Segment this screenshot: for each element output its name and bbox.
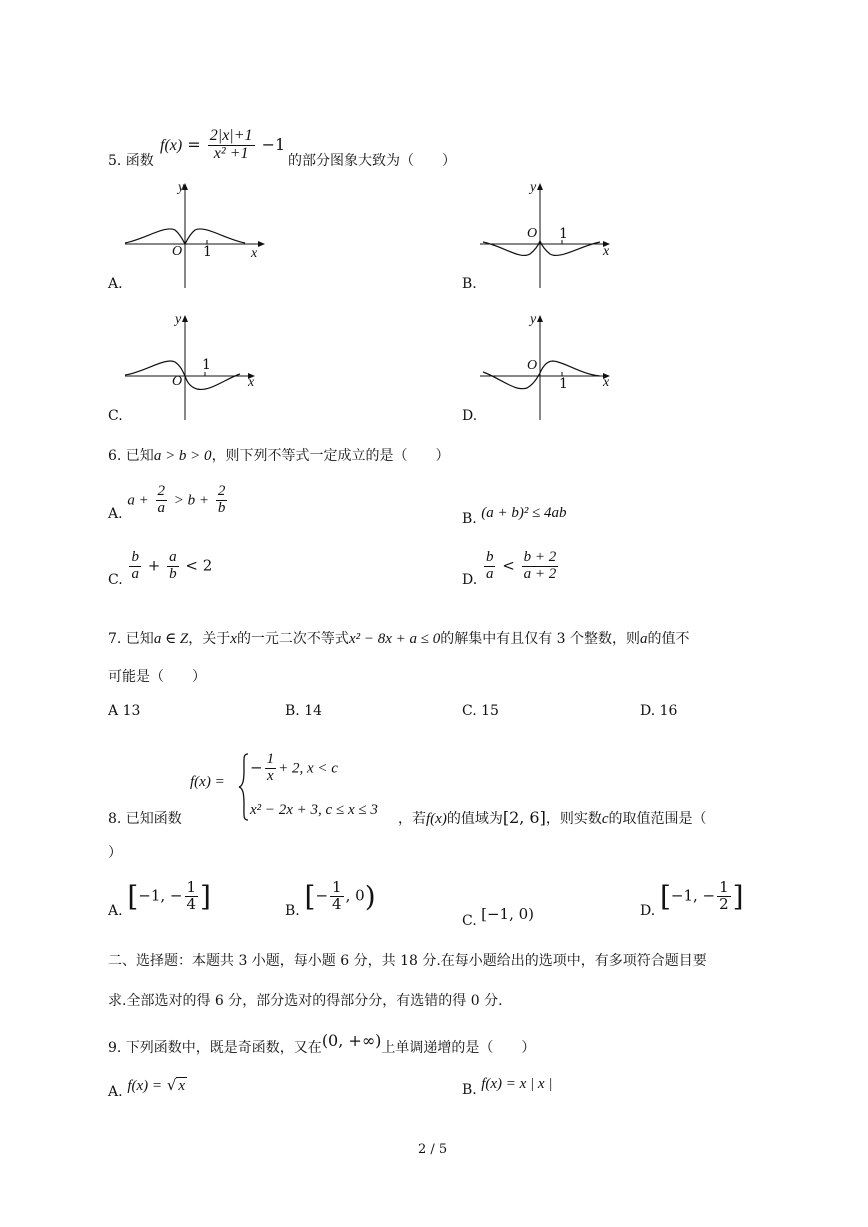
q7-option-b [285,703,322,719]
q8-lhs-text: f(x) = [190,774,225,790]
q8-case1-post: + 2, x < c [278,760,338,777]
graph-d-one: 1 [559,376,568,392]
q8-case1 [250,752,338,785]
q5-label: 5. 函数 [108,153,154,169]
q7-option-d [640,703,677,719]
q9-t1: 9. 下列函数中，既是奇函数，又在 [108,1040,322,1056]
q6-a-frac2 [216,484,228,517]
q8-option-c [462,905,535,929]
q9-t2: 上单调递增的是（ ） [381,1040,536,1056]
graph-a-svg [120,180,270,295]
q9-a-radicand: x [178,1078,186,1094]
q5-func-eq: = [187,134,201,154]
q9-a-lhs: f(x) = [127,1078,163,1094]
q6-a-mid: > b + [173,492,210,509]
option-c-letter: C. [108,408,123,424]
q6-option-b [462,505,567,527]
graph-c-y-label: y [175,312,182,327]
q8-d-rbracket: ] [732,880,744,913]
q7-t3: 的一元二次不等式 [236,631,349,647]
graph-d-y-label: y [530,312,537,327]
q6-option-c [108,549,213,589]
q8-case1-den: x [266,767,274,784]
q6-a-letter: A. [108,506,123,523]
q5-suffix: 的部分图象大致为（ ） [288,153,456,169]
q8-m1: f(x) [426,811,447,827]
graph-c-y-arrow [182,315,188,322]
q8-option-d [640,878,744,919]
graph-d-x-label: x [603,375,610,390]
q6-option-d [462,549,560,589]
q7-t4: 的解集中有且仅有 3 个整数，则 [440,631,641,647]
graph-c-curve [125,361,240,389]
graph-b-curve [483,241,600,255]
q6-c-f2d: b [169,565,177,582]
q8-t3: ，则实数 [545,811,602,827]
q6-stem [108,445,450,465]
q6-d-f1d: a [485,565,494,582]
graph-c-svg [120,312,270,427]
q8-t4: 的取值范围是（ [608,811,707,827]
q8-case2 [250,800,378,819]
q6-d-frac1 [484,550,496,583]
q6-c-f2n: a [169,549,177,565]
q8-d-lbracket: [ [659,880,671,913]
graph-c-origin: O [172,374,183,389]
q7-d-val: 16 [659,703,678,719]
q8-a-n: 1 [186,878,197,897]
option-a-letter: A. [108,276,123,292]
q6-d-f2n: b + 2 [523,549,557,565]
q7-m4: a [640,631,648,647]
q8-c-expr: [−1, 0) [481,905,535,923]
q8-d-frac [717,880,731,913]
q6-d-mid: < [502,556,515,575]
q8-b-lbracket: [ [304,880,316,913]
graph-d-y-arrow [537,315,543,322]
graph-c [120,312,270,427]
q8-a-pre: −1, − [138,886,183,905]
q8-b-rbracket: ) [364,880,376,913]
graph-c-one: 1 [202,357,211,373]
q6-a-f1n: 2 [157,483,165,499]
q8-stem-line2: ） [108,845,122,861]
q5-func-num: 2|x|+1 [209,127,253,144]
q8-case1-num: 1 [266,751,275,767]
q6-a-p1: a + [127,492,149,509]
q8-case2-text: x² − 2x + 3, c ≤ x ≤ 3 [250,802,378,818]
q8-d-letter: D. [640,902,656,919]
q8-b-pre: − [315,886,329,905]
q7-b-letter: B. [285,703,300,719]
q8-a-rbracket: ] [200,880,211,913]
q9-m1: (0, +∞) [321,1031,382,1050]
q8-case1-pre: − [250,758,263,777]
graph-b-svg [475,180,625,295]
q6-stem-post: ，则下列不等式一定成立的是（ ） [211,448,450,464]
q8-b-frac [330,880,344,913]
q6-d-f1n: b [485,549,494,565]
q7-d-letter: D. [640,703,656,719]
graph-c-x-label: x [248,375,255,390]
graph-b-y-label: y [530,180,537,195]
option-b-letter: B. [462,276,477,292]
graph-a-y-label: y [178,180,185,195]
q8-label: 8. 已知函数 [108,811,182,827]
q7-c-val: 15 [481,703,499,719]
q5-func-frac [208,128,255,163]
graph-a-x-label: x [251,246,258,261]
q8-b-letter: B. [285,902,300,919]
q8-option-a [108,878,211,919]
q8-d-pre: −1, − [670,886,716,905]
q8-a-letter: A. [108,902,123,919]
graph-b-y-arrow [537,183,543,190]
q5-func-lhs: f(x) [160,136,183,154]
section-2-line2: 求.全部选对的得 6 分，部分选对的得部分分，有选错的得 0 分. [108,993,503,1009]
q9-a-sqrt: √ x [166,1076,186,1094]
q7-stem-line1 [108,628,690,648]
q7-t5: 的值不 [647,631,690,647]
graph-d-origin: O [527,358,538,373]
q7-b-val: 14 [304,703,323,719]
q8-a-frac [185,880,199,913]
graph-a [120,180,270,295]
q9-stem [108,1031,536,1057]
q6-c-f1d: a [131,565,139,582]
q7-option-a [108,703,140,719]
q6-a-frac1 [156,484,168,517]
q6-c-mid: + [147,556,161,575]
q5-func-tail: −1 [261,134,286,154]
q8-a-lbracket: [ [127,880,139,913]
q6-c-tail: < 2 [185,556,213,575]
q6-a-f2n: 2 [217,483,226,499]
graph-d-svg [475,312,625,427]
graph-d [475,312,625,427]
q5-function [160,128,285,163]
q6-d-letter: D. [462,572,478,589]
graph-b-x-label: x [603,244,610,259]
q7-a-letter: A [108,703,119,719]
q8-b-n: 1 [332,878,342,897]
q5-func-den: x² +1 [213,144,249,162]
q9-b-letter: B. [462,1082,477,1098]
q8-d-d: 2 [719,895,729,913]
q8-option-b [285,878,376,919]
q7-stem-line2: 可能是（ ） [108,669,206,685]
q6-d-frac2 [522,550,559,583]
q8-d-n: 1 [719,878,729,897]
q6-c-f1n: b [131,549,139,565]
graph-a-one: 1 [203,244,212,260]
q7-t1: 7. 已知 [108,631,154,647]
q7-option-c [462,703,499,719]
q8-brace [238,752,250,822]
graph-b [475,180,625,295]
q7-m1: a ∈ Z [153,631,189,647]
q8-b-post: , 0 [345,886,365,905]
q6-stem-pre: 6. 已知 [108,448,154,464]
q8-b-d: 4 [332,895,342,913]
q8-stem-tail [398,808,707,828]
q6-c-frac2 [167,550,179,583]
q8-c-letter: C. [462,913,477,929]
q9-option-a [108,1076,187,1100]
q6-c-frac1 [129,550,141,583]
q6-b-letter: B. [462,511,477,527]
q6-a-f1d: a [157,499,165,516]
q6-option-a [108,483,229,523]
q7-m3: x² − 8x + a ≤ 0 [348,631,441,647]
q6-c-letter: C. [108,572,123,589]
q7-m2: x [230,631,237,647]
q8-t1: ，若 [398,811,426,827]
q9-a-letter: A. [108,1084,123,1100]
q9-b-expr: f(x) = x | x | [481,1076,553,1092]
q8-m2: [2, 6] [502,808,546,827]
q8-m3: c [601,811,609,827]
graph-b-origin: O [527,226,538,241]
q6-b-expr: (a + b)² ≤ 4ab [481,505,567,521]
q8-a-d: 4 [186,895,197,913]
section-2-line1: 二、选择题：本题共 3 小题，每小题 6 分，共 18 分.在每小题给出的选项中，有多项符合题目要 [108,953,707,969]
q7-a-val: 13 [122,703,141,719]
q7-t2: ，关于 [188,631,231,647]
q9-option-b [462,1076,553,1098]
graph-b-one: 1 [559,226,568,242]
q7-c-letter: C. [462,703,477,719]
page-number: 2 / 5 [418,1142,448,1157]
q8-t2: 的值域为 [446,811,503,827]
option-d-letter: D. [462,408,478,424]
q6-cond: a > b > 0 [153,448,212,464]
q8-case1-frac [265,752,277,785]
q6-a-f2d: b [217,499,226,516]
q6-d-f2d: a + 2 [523,565,557,582]
graph-a-x-arrow [258,241,265,247]
graph-a-origin: O [172,244,183,259]
q8-lhs [190,772,225,791]
graph-d-curve [483,361,600,389]
